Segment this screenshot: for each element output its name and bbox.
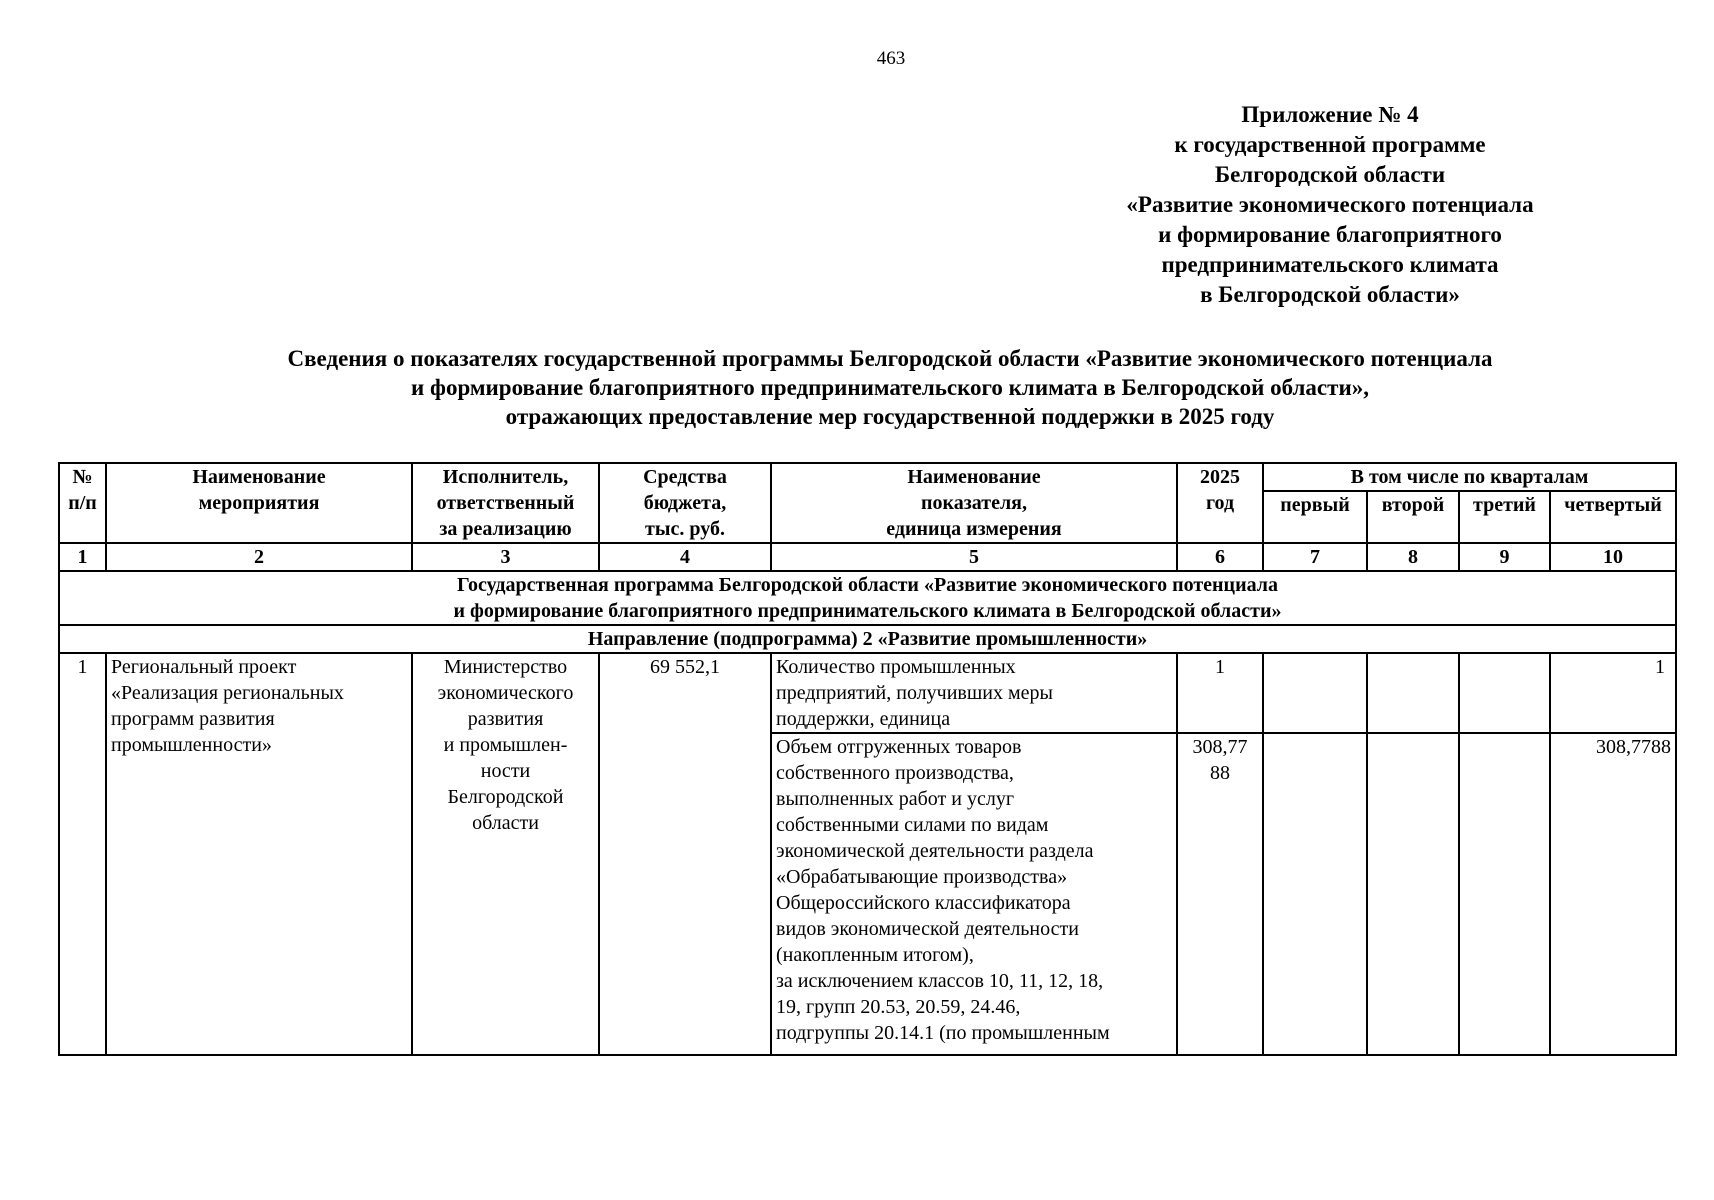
column-number: 10: [1550, 543, 1676, 571]
column-numbers-row: [59, 543, 1676, 571]
indicator-q1: [1263, 653, 1367, 733]
header-event: Наименование мероприятия: [106, 463, 412, 543]
subprogram-title: Направление (подпрограмма) 2 «Развитие промышленности»: [59, 625, 1676, 653]
indicator-q2: [1367, 653, 1459, 733]
program-title-row: [59, 571, 1676, 625]
indicator-year-value: 308,77 88: [1177, 733, 1263, 1055]
appendix-line: в Белгородской области»: [1200, 282, 1460, 307]
subprogram-title-row: [59, 625, 1676, 653]
indicator-q4: 308,7788: [1550, 733, 1676, 1055]
appendix-line: предпринимательского климата: [1161, 252, 1499, 277]
header-q4: четвертый: [1550, 491, 1676, 543]
page-number: 463: [876, 48, 906, 69]
header-row: [59, 463, 1676, 491]
column-number: 6: [1177, 543, 1263, 571]
header-q2: второй: [1367, 491, 1459, 543]
header-num: № п/п: [59, 463, 106, 543]
header-q1: первый: [1263, 491, 1367, 543]
column-number: 7: [1263, 543, 1367, 571]
indicator-q3: [1459, 653, 1550, 733]
indicator-year-value: 1: [1177, 653, 1263, 733]
title-line: отражающих предоставление мер государственной поддержки в 2025 году: [505, 404, 1275, 429]
appendix-line: и формирование благоприятного: [1158, 222, 1502, 247]
budget-value: 69 552,1: [599, 653, 771, 1055]
table-row: [59, 653, 1676, 733]
event-name: Региональный проект «Реализация региональных программ развития промышленности»: [106, 653, 412, 1055]
program-title: Государственная программа Белгородской области «Развитие экономического потенциала и формирование благоприятного предпринимательского климата в Белгородской области»: [59, 571, 1676, 625]
header-q3: третий: [1459, 491, 1550, 543]
indicator-q4: 1: [1550, 653, 1676, 733]
column-number: 8: [1367, 543, 1459, 571]
appendix-line: «Развитие экономического потенциала: [1126, 192, 1534, 217]
column-number: 2: [106, 543, 412, 571]
row-number: 1: [59, 653, 106, 1055]
column-number: 3: [412, 543, 599, 571]
header-executor: Исполнитель, ответственный за реализацию: [412, 463, 599, 543]
header-year: 2025 год: [1177, 463, 1263, 543]
document-title: [40, 344, 1714, 431]
header-budget: Средства бюджета, тыс. руб.: [599, 463, 771, 543]
indicator-q3: [1459, 733, 1550, 1055]
column-number: 4: [599, 543, 771, 571]
indicator-q1: [1263, 733, 1367, 1055]
appendix-line: Приложение № 4: [1241, 102, 1419, 127]
header-quarters-group: В том числе по кварталам: [1263, 463, 1676, 491]
appendix-line: Белгородской области: [1214, 162, 1446, 187]
appendix-line: к государственной программе: [1174, 132, 1486, 157]
indicators-table: [58, 462, 1677, 1056]
title-line: Сведения о показателях государственной программы Белгородской области «Развитие экономического потенциала: [287, 346, 1493, 371]
executor-name: Министерство экономического развития и промышлен- ности Белгородской области: [412, 653, 599, 1055]
column-number: 5: [771, 543, 1177, 571]
title-line: и формирование благоприятного предпринимательского климата в Белгородской области»,: [411, 375, 1369, 400]
indicator-name: Количество промышленных предприятий, получивших меры поддержки, единица: [771, 653, 1177, 733]
indicator-name: Объем отгруженных товаров собственного производства, выполненных работ и услуг собственными силами по видам экономической деятельности раздела «Обрабатывающие производства» Общероссийского классификатора видов экономической деятельности (накопленным итогом), за исключением классов 10, 11, 12, 18, 19, групп 20.53, 20.59, 24.46, подгруппы 20.14.1 (по промышленным: [771, 733, 1177, 1055]
column-number: 1: [59, 543, 106, 571]
appendix-heading: [1080, 100, 1580, 310]
header-indicator: Наименование показателя, единица измерения: [771, 463, 1177, 543]
column-number: 9: [1459, 543, 1550, 571]
indicator-q2: [1367, 733, 1459, 1055]
